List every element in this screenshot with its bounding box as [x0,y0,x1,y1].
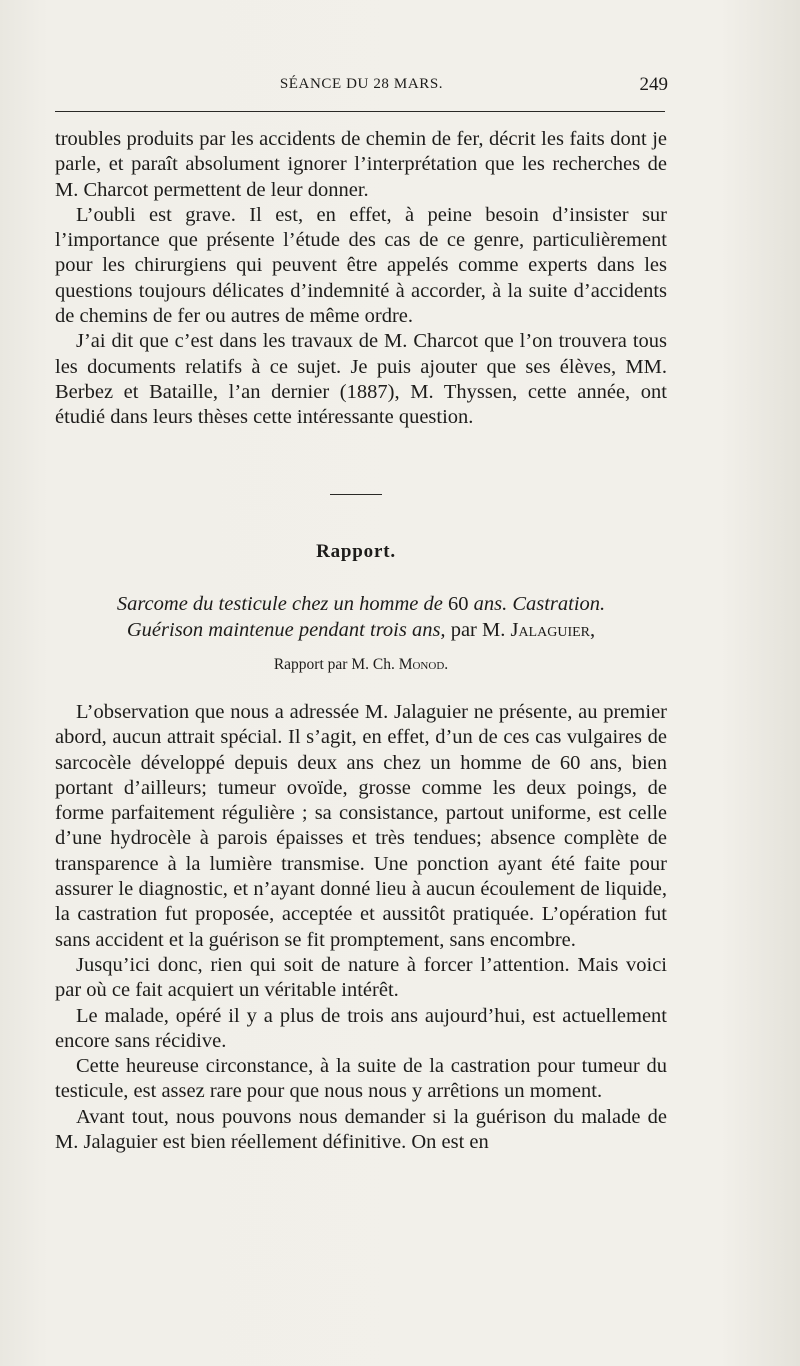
report-title [55,592,667,643]
page-header [55,76,668,100]
paragraph: Jusqu’ici donc, rien qui soit de nature à forcer l’attention. Mais voici par où ce fait acquiert un véritable intérêt. [55,953,667,1002]
report-title-age: 60 [442,593,474,615]
running-head: SÉANCE DU 28 MARS. [279,76,444,92]
section-divider [330,494,382,495]
report-title-part: Sarcome du testicule chez un homme de [116,593,443,615]
section-title: Rapport. [316,541,396,562]
paragraph: troubles produits par les accidents de chemin de fer, décrit les faits dont je parle, et paraît absolument ignorer l’interprétation que les recherches de M. Charcot permettent de leur donner. [55,128,667,201]
report-title-by: par M. [445,618,511,641]
paragraph: J’ai dit que c’est dans les travaux de M. Charcot que l’on trouvera tous les documents relatifs à ce sujet. Je puis ajouter que ses élèves, MM. Berbez et Bataille, l’an dernier (1887), M. Thyssen, cette année, ont étudié dans leurs thèses cette intéressante question. [55,330,667,429]
intro-text [55,127,667,431]
byline-prefix: Rapport par M. Ch. [273,656,399,673]
byline-author: Monod. [398,656,449,673]
paragraph: L’oubli est grave. Il est, en effet, à peine besoin d’insister sur l’importance que présente l’étude des cas de ce genre, particulièrement pour les chirurgiens qui peuvent être appelés comme experts dans les questions toujours délicates d’indemnité à accorder, à la suite d’accidents de chemins de fer ou autres de même ordre. [55,203,667,328]
report-title-part: Guérison maintenue pendant trois ans, [126,618,446,641]
header-rule [55,111,665,112]
paragraph: Le malade, opéré il y a plus de trois ans aujourd’hui, est actuellement encore sans récidive. [55,1004,667,1052]
report-text [55,700,667,1155]
paragraph: Avant tout, nous pouvons nous demander si la guérison du malade de M. Jalaguier est bien réellement définitive. On est en [55,1105,667,1154]
paragraph: L’observation que nous a adressée M. Jalaguier ne présente, au premier abord, aucun attrait spécial. Il s’agit, en effet, d’un de ces cas vulgaires de sarcocèle développé depuis deux ans chez un homme de 60 ans, bien portant d’ailleurs; tumeur ovoïde, grosse comme les deux poings, de forme parfaitement régulière ; sa consistance, partout uniforme, est celle d’une hydrocèle à parois épaisses et très tendues; absence complète de transparence à la lumière transmise. Une ponction ayant été faite pour assurer le diagnostic, et n’ayant donné lieu à aucun écoulement de liquide, la castration fut proposée, acceptée et aussitôt pratiquée. L’opération fut sans accident et la guérison se fit promptement, sans encombre. [55,701,667,951]
report-title-part: ans. Castration. [473,593,606,615]
report-author: Jalaguier, [510,618,596,641]
paragraph: Cette heureuse circonstance, à la suite de la castration pour tumeur du testicule, est assez rare pour que nous nous y arrêtions un moment. [55,1055,667,1103]
page-number: 249 [639,74,668,95]
report-byline [55,656,667,674]
